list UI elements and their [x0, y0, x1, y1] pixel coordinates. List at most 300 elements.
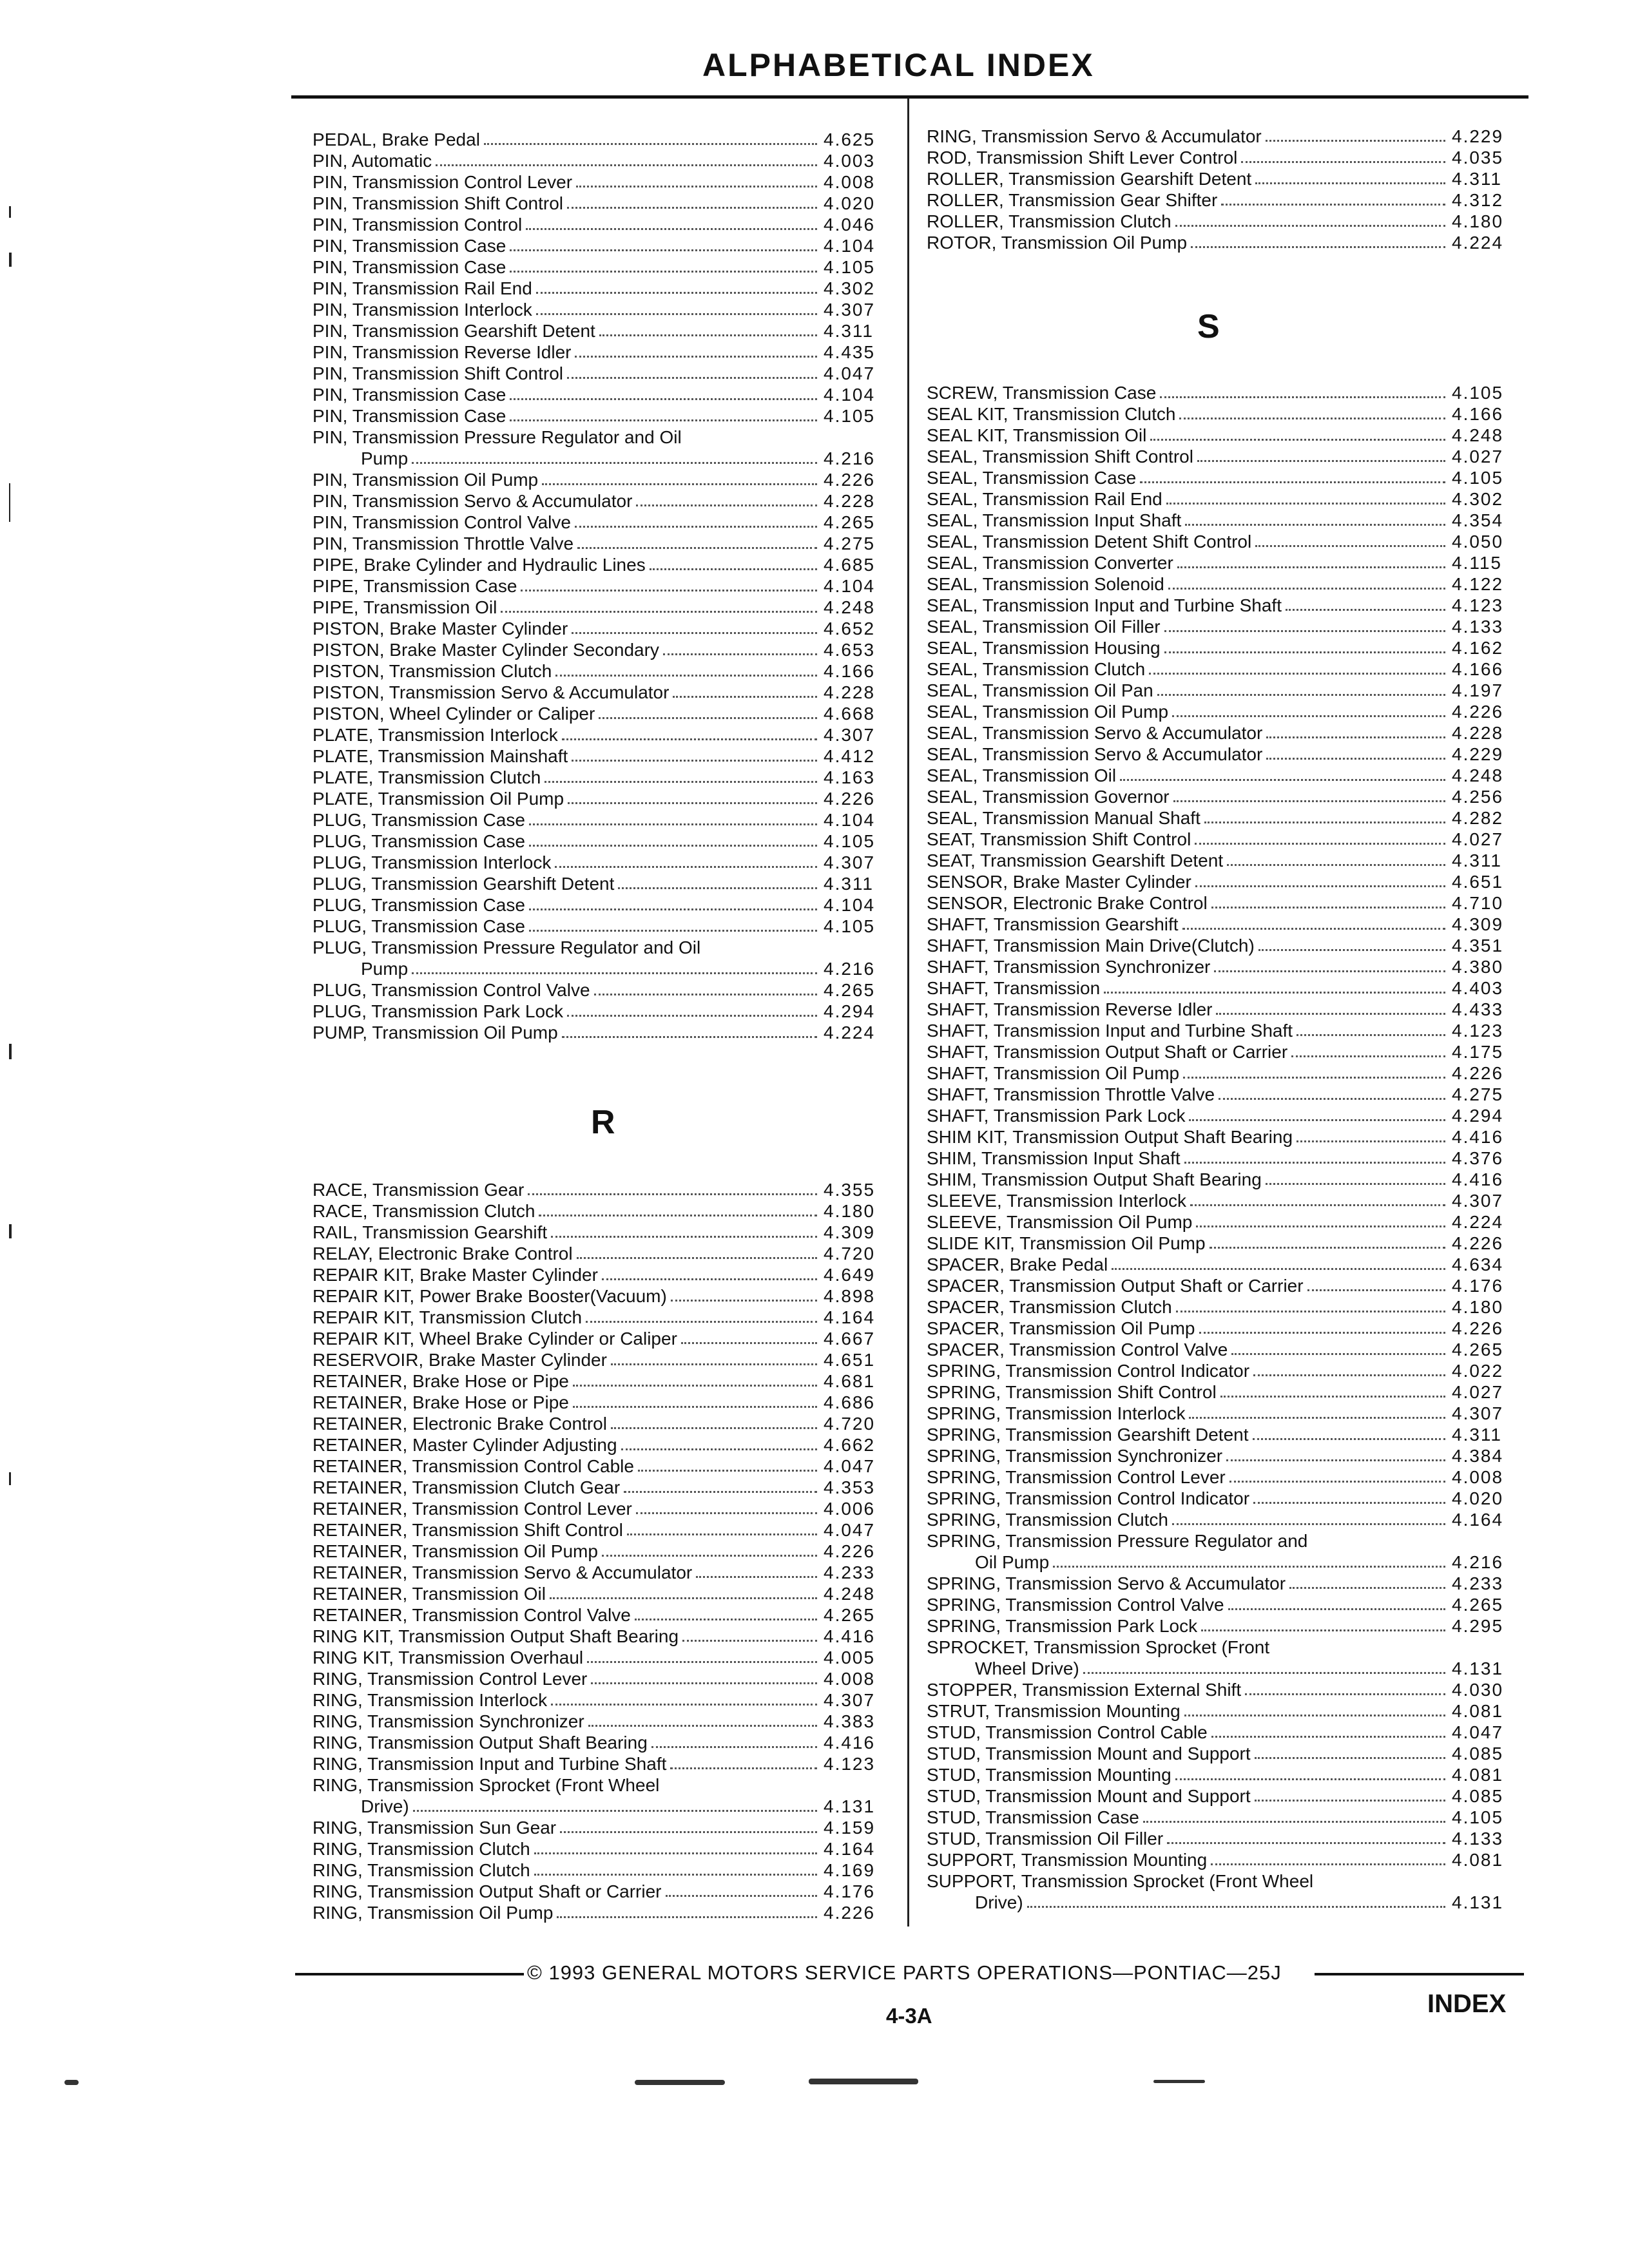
dot-leader [1164, 651, 1445, 653]
index-entry-name: SHAFT, Transmission [927, 978, 1101, 998]
index-entry-page: 4.081 [1452, 1765, 1504, 1785]
index-entry-page: 4.720 [824, 1244, 876, 1264]
index-entry [927, 701, 1523, 722]
margin-mark [9, 1472, 11, 1485]
index-entry-name: SEAL, Transmission Servo & Accumulator [927, 723, 1263, 743]
index-entry [313, 1860, 894, 1881]
index-entry [313, 1562, 894, 1583]
index-entry-page: 4.229 [1452, 126, 1504, 146]
index-entry-page: 4.164 [824, 1839, 876, 1859]
index-entry [313, 171, 894, 193]
index-entry-name: SHAFT, Transmission Input and Turbine Shaft [927, 1021, 1293, 1041]
index-entry-name: SUPPORT, Transmission Mounting [927, 1850, 1208, 1870]
index-entry-page: 4.176 [824, 1881, 876, 1901]
index-entry-page: 4.166 [1452, 404, 1504, 424]
index-entry-name: PIN, Transmission Shift Control [313, 193, 564, 213]
index-entry-page: 4.353 [824, 1477, 876, 1497]
index-entry [927, 446, 1523, 467]
index-entry [927, 1381, 1523, 1403]
index-entry-name: RING, Transmission Interlock [313, 1690, 548, 1710]
index-entry-name: SEAL, Transmission Servo & Accumulator [927, 744, 1263, 764]
index-entry-name: SEAT, Transmission Gearshift Detent [927, 850, 1224, 870]
index-entry-name: RING, Transmission Synchronizer [313, 1711, 584, 1731]
index-entry [313, 1583, 894, 1604]
index-entry-page: 4.180 [1452, 1297, 1504, 1317]
index-entry-page: 4.027 [1452, 447, 1504, 466]
index-entry-name: PIN, Transmission Case [313, 257, 506, 277]
index-entry [313, 831, 894, 852]
index-entry-page: 4.020 [1452, 1488, 1504, 1508]
index-entry [313, 1307, 894, 1328]
index-entry-name: STRUT, Transmission Mounting [927, 1701, 1181, 1721]
dot-leader [1027, 1906, 1445, 1908]
index-entry [313, 788, 894, 809]
index-entry-page: 4.355 [824, 1180, 876, 1200]
index-entry-name: PISTON, Wheel Cylinder or Caliper [313, 704, 595, 724]
dot-leader [575, 526, 817, 528]
index-entry-name: SPACER, Transmission Clutch [927, 1297, 1172, 1317]
index-entry-name: PIN, Transmission Oil Pump [313, 470, 539, 490]
index-entry-page: 4.248 [824, 597, 876, 617]
dot-leader [551, 1236, 817, 1238]
index-entry [313, 150, 894, 171]
dot-leader [1296, 1034, 1445, 1036]
index-entry-page: 4.104 [824, 385, 876, 405]
index-entry-name-continued: Wheel Drive) [975, 1658, 1079, 1678]
dot-leader [638, 1470, 817, 1472]
dot-leader [1245, 1693, 1445, 1695]
index-entry [927, 765, 1523, 786]
index-entry-page: 4.383 [824, 1711, 876, 1731]
index-entry [927, 531, 1523, 552]
index-entry [927, 1254, 1523, 1275]
index-entry-name: SEAL, Transmission Manual Shaft [927, 808, 1200, 828]
index-entry-page: 4.416 [1452, 1127, 1504, 1147]
dot-leader [534, 1852, 817, 1854]
index-entry-page: 4.008 [824, 1669, 876, 1689]
scan-smudge [64, 2080, 79, 2085]
index-entry [927, 807, 1523, 829]
index-entry-name: RING KIT, Transmission Overhaul [313, 1648, 584, 1667]
page-title: ALPHABETICAL INDEX [702, 47, 1095, 83]
index-entry-name: SPRING, Transmission Control Indicator [927, 1361, 1250, 1381]
index-entry-name: SEAL KIT, Transmission Clutch [927, 404, 1176, 424]
index-entry [313, 1392, 894, 1413]
index-entry-name: ROLLER, Transmission Clutch [927, 211, 1171, 231]
index-entry-name: STUD, Transmission Oil Filler [927, 1829, 1164, 1849]
index-entry-name: PIN, Automatic [313, 151, 432, 171]
index-entry-name: RETAINER, Transmission Clutch Gear [313, 1477, 621, 1497]
dot-leader [636, 505, 817, 506]
index-entry-name: SLEEVE, Transmission Interlock [927, 1191, 1187, 1211]
index-entry-name: PIN, Transmission Interlock [313, 300, 532, 320]
index-entry-page: 4.662 [824, 1435, 876, 1455]
index-entry-name: RETAINER, Transmission Control Valve [313, 1605, 631, 1625]
scan-smudge [635, 2080, 725, 2085]
index-entry-page: 4.228 [824, 491, 876, 511]
dot-leader [671, 1300, 817, 1302]
index-entry [313, 1264, 894, 1285]
dot-leader [696, 1576, 817, 1578]
dot-leader [1175, 225, 1445, 227]
index-entry [313, 1902, 894, 1923]
index-entry [313, 1434, 894, 1456]
index-entry-name: SEAL, Transmission Oil Pan [927, 680, 1153, 700]
dot-leader [1266, 736, 1445, 738]
index-entry-name: SHAFT, Transmission Main Drive(Clutch) [927, 936, 1255, 956]
dot-leader [666, 1895, 817, 1897]
dot-leader [1197, 460, 1445, 462]
index-entry [313, 639, 894, 660]
index-entry-name: PIN, Transmission Case [313, 406, 506, 426]
index-entry-page: 4.265 [1452, 1595, 1504, 1615]
index-entry-name: RACE, Transmission Clutch [313, 1201, 535, 1221]
index-entry-name: REPAIR KIT, Brake Master Cylinder [313, 1265, 598, 1285]
index-entry-name: SEAL, Transmission Shift Control [927, 447, 1193, 466]
index-entry [313, 1838, 894, 1860]
index-entry-page: 4.311 [824, 321, 874, 341]
index-entry-page: 4.307 [824, 852, 876, 872]
dot-leader [636, 1512, 817, 1514]
index-entry [313, 745, 894, 767]
index-entry-page: 4.164 [1452, 1510, 1504, 1530]
scan-smudge [809, 2079, 918, 2084]
index-entry-page: 4.265 [1452, 1340, 1504, 1360]
index-entry-name: SPACER, Transmission Output Shaft or Carrier [927, 1276, 1304, 1296]
dot-leader [577, 1257, 817, 1259]
index-entry-page: 4.294 [1452, 1106, 1504, 1126]
index-entry [313, 682, 894, 703]
index-entry-page: 4.294 [824, 1001, 876, 1021]
dot-leader [573, 1406, 817, 1408]
index-entry-name: SHAFT, Transmission Reverse Idler [927, 999, 1213, 1019]
index-entry-name: RETAINER, Transmission Control Cable [313, 1456, 634, 1476]
index-entry-name: RETAINER, Brake Hose or Pipe [313, 1392, 569, 1412]
index-entry-name: ROLLER, Transmission Gear Shifter [927, 190, 1218, 210]
index-entry-name: PIN, Transmission Case [313, 385, 506, 405]
index-entry-name: ROLLER, Transmission Gearshift Detent [927, 169, 1252, 189]
index-entry [927, 1530, 1523, 1573]
dot-leader [1189, 1417, 1445, 1419]
index-entry [313, 1200, 894, 1222]
index-entry-name: STOPPER, Transmission External Shift [927, 1680, 1242, 1700]
dot-leader [1179, 418, 1445, 419]
index-entry [313, 1001, 894, 1022]
index-entry [313, 1370, 894, 1392]
index-entry [313, 341, 894, 363]
index-entry [927, 1700, 1523, 1722]
index-entry [927, 1169, 1523, 1190]
index-entry-name: RING, Transmission Oil Pump [313, 1903, 554, 1923]
index-entry [313, 1179, 894, 1200]
index-entry [313, 256, 894, 278]
index-entry-page: 4.275 [824, 533, 876, 553]
dot-leader [567, 1015, 817, 1017]
index-entry [927, 637, 1523, 658]
index-entry-page: 4.216 [1452, 1552, 1504, 1572]
index-entry-name: SPRING, Transmission Park Lock [927, 1616, 1198, 1636]
dot-leader [510, 398, 817, 400]
dot-leader [1195, 843, 1445, 845]
index-entry-name: PLATE, Transmission Clutch [313, 767, 541, 787]
index-entry-name: RETAINER, Transmission Shift Control [313, 1520, 623, 1540]
index-entry [313, 1456, 894, 1477]
index-entry-name: STUD, Transmission Mount and Support [927, 1786, 1251, 1806]
index-entry-page: 4.282 [1452, 808, 1504, 828]
index-entry-page: 4.228 [824, 682, 876, 702]
dot-leader [1185, 524, 1445, 526]
index-entry [927, 1722, 1523, 1743]
index-entry-name: RING, Transmission Input and Turbine Shaft [313, 1754, 667, 1774]
index-entry-page: 4.651 [824, 1350, 876, 1370]
dot-leader [682, 1640, 817, 1642]
index-entry [313, 1328, 894, 1349]
index-entry-page: 4.104 [824, 236, 876, 256]
index-entry-name: RACE, Transmission Gear [313, 1180, 525, 1200]
index-entry-name: SEAL, Transmission Governor [927, 787, 1170, 807]
dot-leader [526, 228, 817, 230]
dot-leader [1229, 1481, 1445, 1483]
dot-leader [529, 930, 817, 932]
dot-leader [539, 1215, 817, 1216]
index-entry [927, 403, 1523, 425]
index-entry-name: PIPE, Transmission Case [313, 576, 517, 596]
index-entry [927, 1084, 1523, 1105]
dot-leader [1291, 1055, 1445, 1057]
index-entry [313, 554, 894, 575]
index-entry [927, 1041, 1523, 1062]
section-letter-s: S [1197, 308, 1220, 345]
index-entry-page: 4.027 [1452, 1382, 1504, 1402]
index-entry-name: SLIDE KIT, Transmission Oil Pump [927, 1233, 1206, 1253]
index-entry-name: RING, Transmission Sun Gear [313, 1818, 557, 1838]
dot-leader [529, 823, 817, 825]
index-entry [313, 809, 894, 831]
dot-leader [1231, 1353, 1445, 1355]
index-entry-page: 4.380 [1452, 957, 1504, 977]
index-entry-page: 4.307 [824, 300, 876, 320]
dot-leader [412, 972, 817, 974]
index-entry-page: 4.634 [1452, 1254, 1504, 1274]
index-entry-page: 4.133 [1452, 1829, 1504, 1849]
index-entry [927, 1126, 1523, 1148]
index-entry [313, 193, 894, 214]
dot-leader [673, 696, 817, 698]
index-entry-name: RELAY, Electronic Brake Control [313, 1244, 573, 1264]
dot-leader [1177, 566, 1445, 568]
index-entry-page: 4.433 [1452, 999, 1504, 1019]
index-entry-name: SEAL, Transmission Clutch [927, 659, 1146, 679]
index-entry-page: 4.175 [1452, 1042, 1504, 1062]
index-entry-name: RAIL, Transmission Gearshift [313, 1222, 548, 1242]
dot-leader [627, 1533, 817, 1535]
dot-leader [1164, 630, 1445, 632]
index-entry-page: 4.085 [1452, 1744, 1504, 1763]
index-entry-page: 4.197 [1452, 680, 1504, 700]
index-entry-page: 4.311 [1452, 169, 1502, 189]
index-entry-page: 4.105 [824, 916, 876, 936]
dot-leader [1053, 1566, 1445, 1568]
index-entry-page: 4.035 [1452, 148, 1504, 168]
index-entry-page: 4.228 [1452, 723, 1504, 743]
index-entry-name: RING, Transmission Control Lever [313, 1669, 588, 1689]
dot-leader [484, 143, 817, 145]
index-entry [313, 916, 894, 937]
index-entry-page: 4.176 [1452, 1276, 1504, 1296]
index-entry [927, 1488, 1523, 1509]
index-entry-name: PIN, Transmission Case [313, 236, 506, 256]
dot-leader [1228, 1608, 1445, 1610]
index-entry-name-continued: Pump [361, 448, 409, 468]
index-entry-page: 4.104 [824, 576, 876, 596]
index-entry-name: SENSOR, Electronic Brake Control [927, 893, 1208, 913]
index-entry-page: 4.164 [824, 1307, 876, 1327]
margin-mark [9, 1044, 12, 1059]
index-entry [927, 1339, 1523, 1360]
dot-leader [510, 419, 817, 421]
index-entry-name: REPAIR KIT, Power Brake Booster(Vacuum) [313, 1286, 667, 1306]
index-entry-name: SEAL KIT, Transmission Oil [927, 425, 1147, 445]
index-entry-name: PLUG, Transmission Case [313, 895, 525, 915]
index-entry [313, 427, 894, 469]
index-entry-page: 4.166 [1452, 659, 1504, 679]
index-entry-name: SHAFT, Transmission Gearshift [927, 914, 1179, 934]
dot-leader [555, 866, 817, 868]
index-entry [927, 658, 1523, 680]
index-entry [927, 829, 1523, 850]
index-entry [313, 1022, 894, 1043]
dot-leader [1211, 1863, 1445, 1865]
dot-leader [1140, 481, 1445, 483]
index-entry-page: 4.312 [1452, 190, 1504, 210]
index-entry-name: SHIM KIT, Transmission Output Shaft Bearing [927, 1127, 1293, 1147]
dot-leader [650, 568, 817, 570]
dot-leader [536, 313, 817, 315]
index-entry-name: SCREW, Transmission Case [927, 383, 1157, 403]
dot-leader [624, 1491, 817, 1493]
index-entry-page: 4.416 [824, 1733, 876, 1753]
dot-leader [545, 781, 817, 783]
index-entry-name: RETAINER, Transmission Control Lever [313, 1499, 632, 1519]
dot-leader [1201, 1629, 1445, 1631]
dot-leader [1199, 1332, 1446, 1334]
index-entry-page: 4.081 [1452, 1701, 1504, 1721]
index-entry-name: SPACER, Transmission Control Valve [927, 1340, 1228, 1360]
index-entry [927, 1296, 1523, 1318]
index-entry-page: 4.307 [1452, 1191, 1504, 1211]
index-entry-page: 4.354 [1452, 510, 1504, 530]
index-entry [313, 1519, 894, 1541]
index-entry-name: SPROCKET, Transmission Sprocket (Front [927, 1637, 1270, 1657]
index-entry [313, 129, 894, 150]
index-entry-name: SPRING, Transmission Control Lever [927, 1467, 1226, 1487]
dot-leader [1255, 1757, 1445, 1759]
dot-leader [1190, 1204, 1445, 1206]
left-column-p-list [313, 129, 894, 1043]
index-entry-name: SEAL, Transmission Housing [927, 638, 1161, 658]
dot-leader [1255, 545, 1445, 547]
index-entry-name-continued: Drive) [361, 1796, 409, 1816]
index-entry-name: PIN, Transmission Servo & Accumulator [313, 491, 633, 511]
index-entry-page: 4.216 [824, 448, 876, 468]
dot-leader [611, 1427, 817, 1429]
dot-leader [560, 1831, 817, 1833]
index-entry-page: 4.652 [824, 619, 876, 639]
index-entry [313, 278, 894, 299]
dot-leader [557, 1916, 817, 1918]
index-entry [313, 214, 894, 235]
index-entry-page: 4.133 [1452, 617, 1504, 637]
index-entry-name: PLUG, Transmission Gearshift Detent [313, 874, 615, 894]
index-entry-page: 4.050 [1452, 532, 1504, 552]
index-entry-name: PIN, Transmission Throttle Valve [313, 533, 574, 553]
dot-leader [568, 802, 817, 804]
index-entry [313, 469, 894, 490]
index-entry [927, 1785, 1523, 1807]
index-entry [927, 488, 1523, 510]
index-entry-name: PIN, Transmission Control Valve [313, 512, 571, 532]
index-entry [313, 852, 894, 873]
dot-leader [1173, 800, 1445, 802]
index-entry-name: SHAFT, Transmission Synchronizer [927, 957, 1211, 977]
dot-leader [1219, 1098, 1445, 1100]
index-entry [927, 1743, 1523, 1764]
dot-leader [573, 1385, 817, 1387]
index-entry [313, 1817, 894, 1838]
dot-leader [1184, 1715, 1445, 1716]
dot-leader [536, 292, 817, 294]
dot-leader [587, 1661, 817, 1663]
index-entry-page: 4.226 [824, 470, 876, 490]
dot-leader [599, 334, 817, 336]
index-entry-page: 4.115 [1452, 553, 1502, 573]
dot-leader [575, 356, 817, 358]
index-entry [313, 490, 894, 512]
dot-leader [602, 1278, 817, 1280]
index-entry [927, 914, 1523, 935]
index-entry [927, 850, 1523, 871]
index-entry-name: SPACER, Transmission Oil Pump [927, 1318, 1195, 1338]
index-entry-name: ROD, Transmission Shift Lever Control [927, 148, 1238, 168]
index-entry-page: 4.122 [1452, 574, 1504, 594]
index-entry-name: PIN, Transmission Reverse Idler [313, 342, 572, 362]
index-entry [313, 1774, 894, 1817]
index-entry-name: ROTOR, Transmission Oil Pump [927, 233, 1188, 253]
index-entry-name: SEAL, Transmission Input and Turbine Shaft [927, 595, 1282, 615]
index-entry-page: 4.008 [1452, 1467, 1504, 1487]
index-entry [313, 1477, 894, 1498]
index-entry-page: 4.224 [1452, 1212, 1504, 1232]
index-entry-name: PLUG, Transmission Case [313, 810, 525, 830]
index-entry-page: 4.309 [1452, 914, 1504, 934]
footer-page-number: 4-3A [886, 2004, 932, 2028]
index-entry [313, 299, 894, 320]
index-entry-page: 4.123 [824, 1754, 876, 1774]
index-entry [927, 1403, 1523, 1424]
index-entry [313, 724, 894, 745]
index-entry [927, 232, 1523, 253]
index-entry [313, 1668, 894, 1689]
index-entry-page: 4.309 [824, 1222, 876, 1242]
index-entry-name: PEDAL, Brake Pedal [313, 130, 480, 149]
index-entry [313, 703, 894, 724]
dot-leader [1112, 1268, 1445, 1270]
index-entry-page: 4.104 [824, 895, 876, 915]
index-entry-page: 4.226 [1452, 1063, 1504, 1083]
footer-section-label: INDEX [1427, 1990, 1507, 2018]
index-entry-page: 4.710 [1452, 893, 1504, 913]
index-entry [927, 1807, 1523, 1828]
